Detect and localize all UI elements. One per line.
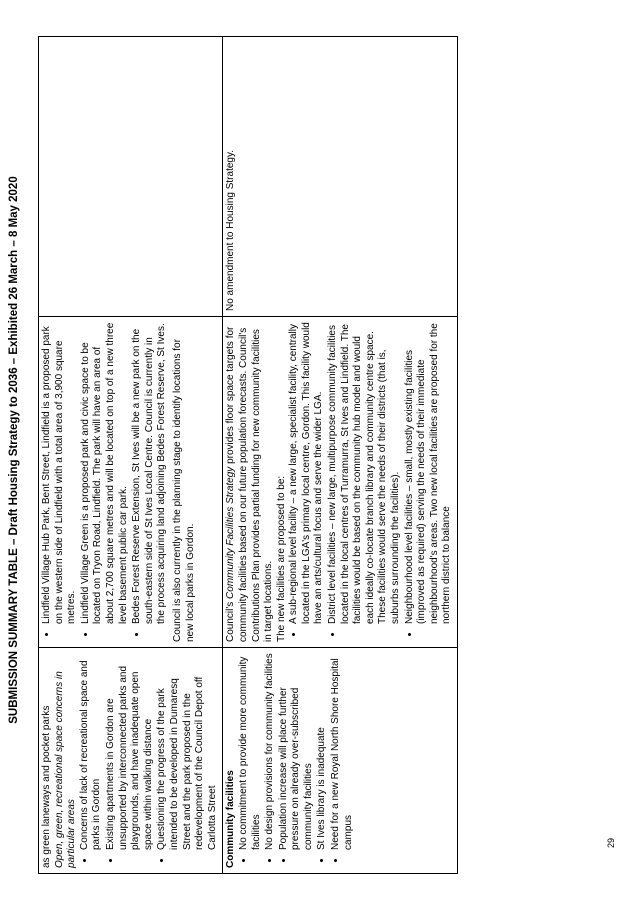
list-item: • Bedes Forest Reserve Extension, St Ives will be a new park on the south-eastern side of St Ives Local Centre. Council is currently in the process acquiring land adjoining Bedes Forest Reserve, St Ives.: [131, 322, 169, 624]
list-item: • Concerns of lack of recreational space and parks in Gordon: [79, 653, 104, 850]
strategy-title: Community Facilities Strategy: [225, 466, 237, 599]
cell-paragraph: [225, 322, 275, 642]
cell-subheading: Open, green, recreational space concerns in particular areas: [53, 671, 78, 868]
submission-cell: [39, 648, 223, 874]
list-item: • No commitment to provide more community facilities: [238, 653, 263, 850]
outcome-cell: No amendment to Housing Strategy.: [223, 37, 458, 317]
list-item: • No design provisions for community facilities: [264, 653, 277, 850]
list-item: • Questioning the progress of the park intended to be developed in Dumaresq Street and the park proposed in the redevelopment of the Council Depot off Carlotta Street: [156, 653, 219, 850]
table-row: [39, 37, 223, 874]
response-cell: [223, 317, 458, 648]
list-item: • St Ives library is inadequate: [316, 653, 329, 850]
cell-text: as green laneways and pocket parks: [41, 705, 52, 868]
list-item: • A sub-regional level facility – a new large, specialist facility, centrally located in the LGA's primary local centre, Gordon. This facility would have an arts/cultural focus and serve the wider LGA.: [288, 322, 326, 624]
bullet-list: [79, 653, 220, 868]
submission-cell: [223, 648, 458, 874]
list-item: • Population increase will place further pressure on already over-subscribed community facilities: [278, 653, 316, 850]
outcome-cell: [39, 37, 223, 317]
response-cell: [39, 317, 223, 648]
list-item: • Neighbourhood level facilities – small, mostly existing facilities (improved as required) serving the needs of their immediate neighbourhood's areas. Two new local facilities are proposed for the northern district to balance: [404, 322, 454, 624]
cell-text: The new facilities are proposed to be:: [275, 475, 287, 642]
cell-text: Council's: [225, 598, 237, 642]
cell-text: provides floor space targets for community facilities based on our future population forecasts. Council's Contributions Plan provides partial funding for new community facilities in target locations.: [225, 326, 275, 642]
bullet-list: [288, 322, 454, 642]
list-item: • Lindfield Village Hub Park, Bent Street, Lindfield is a proposed park on the western side of Lindfield with a total area of 3,900 square metres.: [41, 322, 79, 624]
page-title: SUBMISSION SUMMARY TABLE – Draft Housing Strategy to 2036 – Exhibited 26 March – 8 May 2020: [8, 176, 20, 724]
table-row: [223, 37, 458, 874]
bullet-list: [238, 653, 355, 868]
cell-heading: Community facilities: [225, 770, 237, 868]
cell-text: Council is also currently in the planning stage to identify locations for new local parks in Gordon.: [171, 339, 196, 642]
bullet-list: [41, 322, 169, 642]
list-item: • Existing apartments in Gordon are unsupported by interconnected parks and playgrounds, and have inadequate open space within walking distance: [105, 653, 155, 850]
list-item: • Lindfield Village Green is a proposed park and civic space to be located on Tryon Road, Lindfield. The park will have an area of about 2,700 square metres and will be located on top of a new three level basement public car park.: [80, 322, 130, 624]
list-item: • Need for a new Royal North Shore Hospital campus: [330, 653, 355, 850]
list-item: • District level facilities – new large, multipurpose community facilities located in the local centres of Turramurra, St Ives and Lindfield. The facilities would be based on the community hub model and would each ideally co-locate branch library and community centre space. These facilities would serve the needs of their districts (that is, suburbs surrounding the facilities).: [327, 322, 403, 624]
page-number: 29: [606, 837, 616, 848]
submission-table: [38, 36, 458, 874]
